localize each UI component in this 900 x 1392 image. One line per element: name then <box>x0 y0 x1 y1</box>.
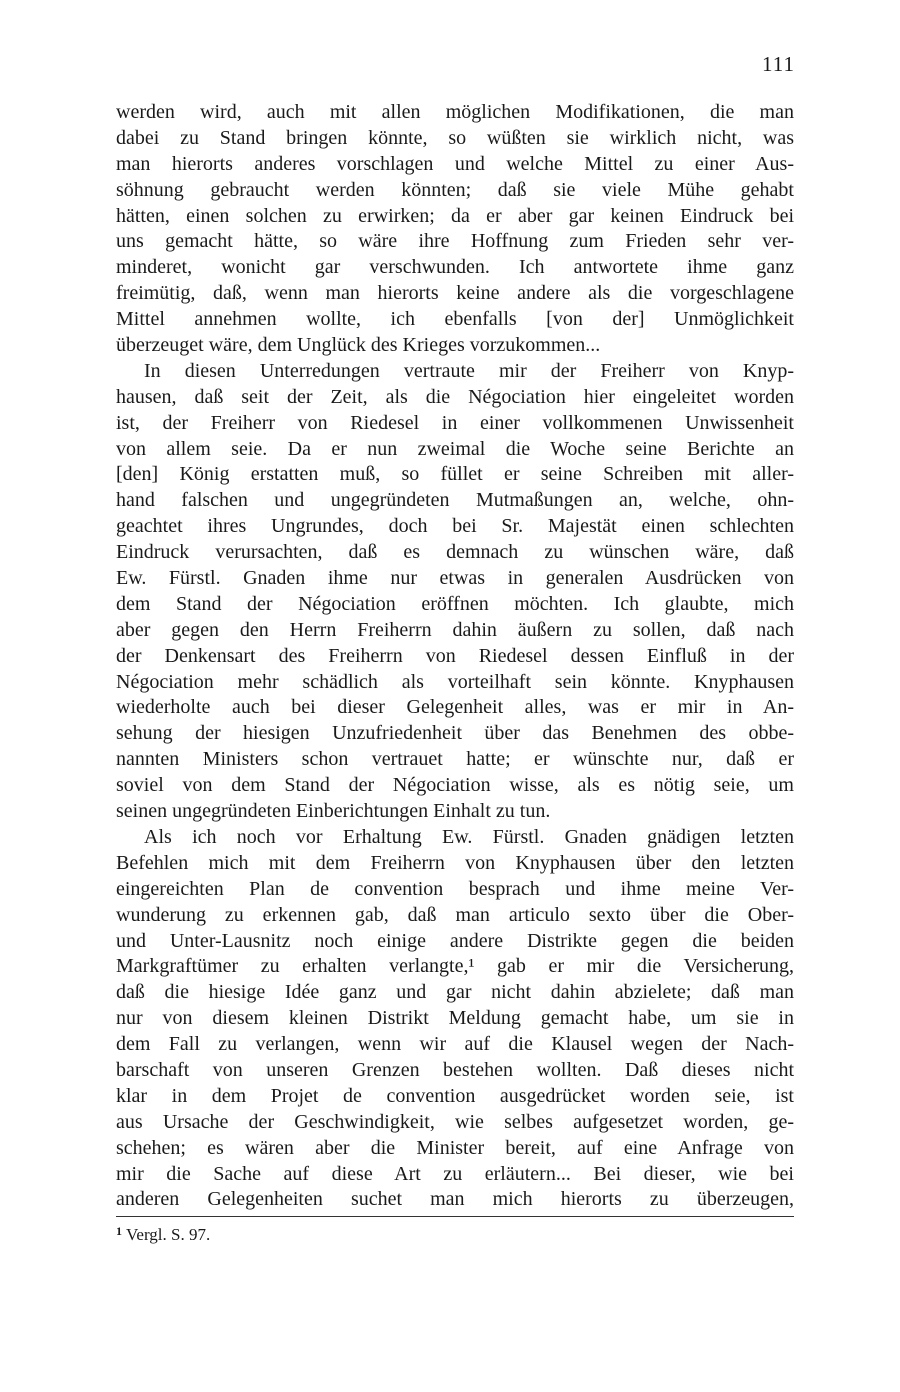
text-line: In diesen Unterredungen vertraute mir der Freiherr von Knyp- <box>144 359 794 382</box>
text-line: von allem seie. Da er nun zweimal die Woche seine Berichte an <box>116 437 794 460</box>
text-line: nannten Ministers schon vertrauet hatte; er wünschte nur, daß er <box>116 748 794 771</box>
text-line: ist, der Freiherr von Riedesel in einer vollkommenen Unwissenheit <box>116 411 794 434</box>
text-line: wiederholte auch bei dieser Gelegenheit alles, was er mir in An- <box>116 696 794 719</box>
text-line: werden wird, auch mit allen möglichen Modifikationen, die man <box>116 101 794 123</box>
text-line: mir die Sache auf diese Art zu erläutern... Bei dieser, wie bei <box>116 1162 794 1185</box>
text-line: Markgraftümer zu erhalten verlangte,¹ gab er mir die Versicherung, <box>116 955 794 978</box>
text-line: seinen ungegründeten Einberichtungen Einhalt zu tun. <box>116 800 551 823</box>
text-line: schehen; es wären aber die Minister bereit, auf eine Anfrage von <box>116 1136 794 1159</box>
footnote-divider <box>116 1216 794 1217</box>
text-line: anderen Gelegenheiten suchet man mich hierorts zu überzeugen, <box>116 1188 794 1211</box>
text-line: minderet, wonicht gar verschwunden. Ich antwortete ihme ganz <box>116 256 794 279</box>
text-line: nur von diesem kleinen Distrikt Meldung gemacht habe, um sie in <box>116 1007 794 1030</box>
body-text <box>116 100 794 1213</box>
text-line: hausen, daß seit der Zeit, als die Négociation hier eingeleitet worden <box>116 385 794 408</box>
text-line: wunderung zu erkennen gab, daß man articulo sexto über die Ober- <box>116 903 794 926</box>
text-line: freimütig, daß, wenn man hierorts keine andere als die vorgeschlagene <box>116 282 794 305</box>
text-line: [den] König erstatten muß, so füllet er seine Schreiben mit aller- <box>116 463 794 486</box>
text-line: Befehlen mich mit dem Freiherrn von Knyphausen über den letzten <box>116 851 794 874</box>
text-line: söhnung gebraucht werden könnten; daß sie viele Mühe gehabt <box>116 178 794 201</box>
text-line: hätten, einen solchen zu erwirken; da er aber gar keinen Eindruck bei <box>116 204 794 227</box>
text-line: klar in dem Projet de convention ausgedrücket worden seie, ist <box>116 1084 794 1107</box>
footnote-marker: 1 <box>116 1224 122 1238</box>
text-line: dem Stand der Négociation eröffnen möchten. Ich glaubte, mich <box>116 592 794 615</box>
text-line: der Denkensart des Freiherrn von Riedesel dessen Einfluß in der <box>116 644 794 667</box>
text-line: eingereichten Plan de convention besprach und ihme meine Ver- <box>116 877 794 900</box>
text-line: uns gemacht hätte, so wäre ihre Hoffnung zum Frieden sehr ver- <box>116 230 794 253</box>
text-line: hand falschen und ungegründeten Mutmaßungen an, welche, ohn- <box>116 489 794 512</box>
text-line: daß die hiesige Idée ganz und gar nicht dahin abzielete; daß man <box>116 981 794 1004</box>
text-line: man hierorts anderes vorschlagen und welche Mittel zu einer Aus- <box>116 152 794 175</box>
text-line: Eindruck verursachten, daß es demnach zu wünschen wäre, daß <box>116 541 794 564</box>
text-line: dem Fall zu verlangen, wenn wir auf die Klausel wegen der Nach- <box>116 1033 794 1056</box>
text-line: und Unter-Lausnitz noch einige andere Distrikte gegen die beiden <box>116 929 794 952</box>
text-line: überzeuget wäre, dem Unglück des Krieges vorzukommen... <box>116 334 601 357</box>
footnote-text: Vergl. S. 97. <box>126 1225 211 1244</box>
text-line: barschaft von unseren Grenzen bestehen wollten. Daß dieses nicht <box>116 1058 794 1081</box>
text-line: Ew. Fürstl. Gnaden ihme nur etwas in generalen Ausdrücken von <box>116 567 794 590</box>
text-line: aber gegen den Herrn Freiherrn dahin äußern zu sollen, daß nach <box>116 618 794 641</box>
text-line: soviel von dem Stand der Négociation wisse, als es nötig seie, um <box>116 774 794 797</box>
text-line: Als ich noch vor Erhaltung Ew. Fürstl. Gnaden gnädigen letzten <box>144 825 794 848</box>
footnote <box>116 1220 210 1246</box>
text-line: aus Ursache der Geschwindigkeit, wie selbes aufgesetzet worden, ge- <box>116 1110 794 1133</box>
page-number: 111 <box>762 52 795 76</box>
text-line: Négociation mehr schädlich als vorteilhaft sein könnte. Knyphausen <box>116 670 794 693</box>
text-line: sehung der hiesigen Unzufriedenheit über das Benehmen des obbe- <box>116 722 794 745</box>
text-line: Mittel annehmen wollte, ich ebenfalls [von der] Unmöglichkeit <box>116 308 794 331</box>
text-line: dabei zu Stand bringen könnte, so wüßten sie wirklich nicht, was <box>116 126 794 149</box>
text-line: geachtet ihres Ungrundes, doch bei Sr. Majestät einen schlechten <box>116 515 794 538</box>
